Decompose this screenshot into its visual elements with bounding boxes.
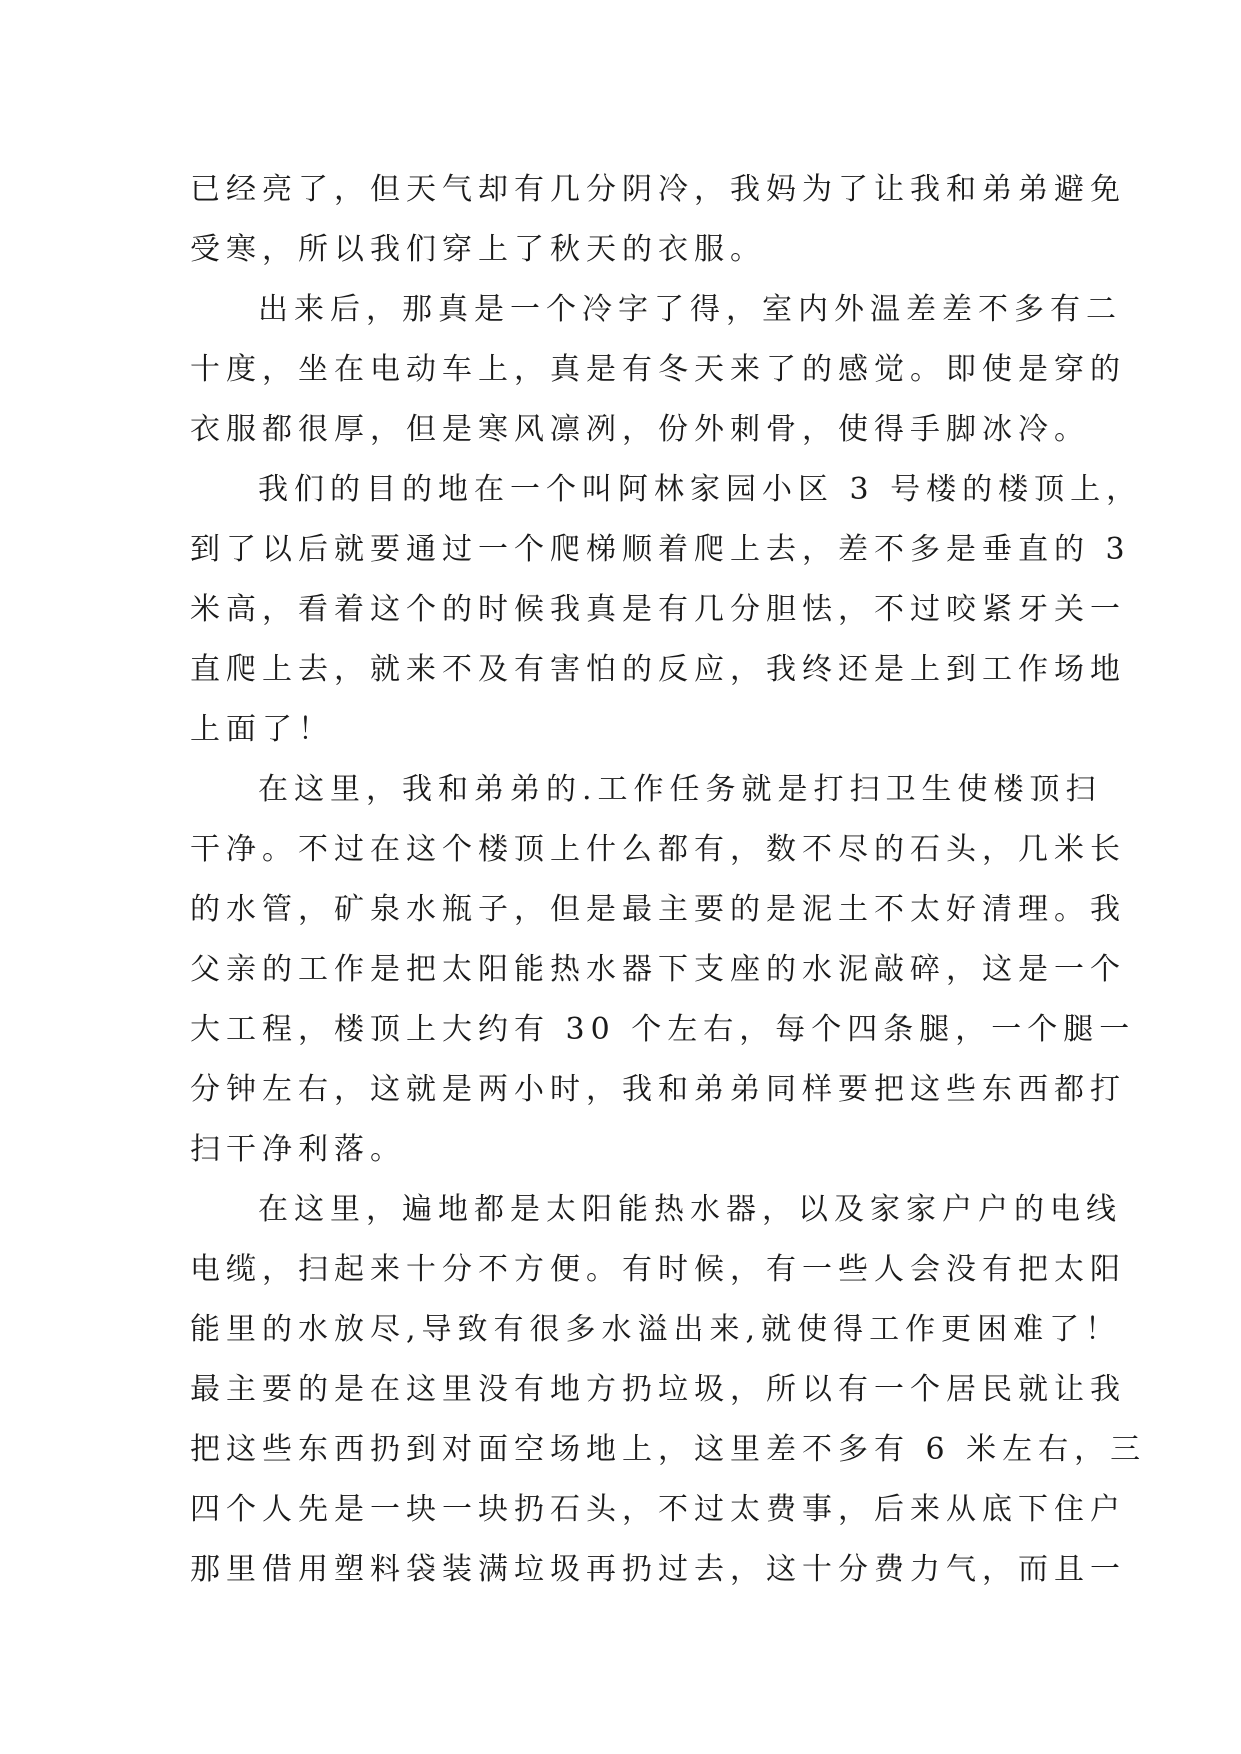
text-line: 已经亮了，但天气却有几分阴冷，我妈为了让我和弟弟避免 — [190, 172, 1126, 207]
text-line: 米高，看着这个的时候我真是有几分胆怯，不过咬紧牙关一 — [190, 592, 1126, 627]
text-line: 干净。不过在这个楼顶上什么都有，数不尽的石头，几米长 — [190, 832, 1126, 867]
paragraph-start-line: 在这里，我和弟弟的.工作任务就是打扫卫生使楼顶扫 — [258, 772, 1102, 807]
text-line: 父亲的工作是把太阳能热水器下支座的水泥敲碎，这是一个 — [190, 952, 1126, 987]
text-line: 到了以后就要通过一个爬梯顺着爬上去，差不多是垂直的 3 — [190, 532, 1131, 567]
text-line: 衣服都很厚，但是寒风凛冽，份外刺骨，使得手脚冰冷。 — [190, 412, 1090, 447]
paragraph-start-line: 在这里，遍地都是太阳能热水器，以及家家户户的电线 — [258, 1192, 1122, 1227]
text-line: 上面了！ — [190, 712, 334, 747]
text-line: 受寒，所以我们穿上了秋天的衣服。 — [190, 232, 766, 267]
text-line: 直爬上去，就来不及有害怕的反应，我终还是上到工作场地 — [190, 652, 1126, 687]
text-line: 那里借用塑料袋装满垃圾再扔过去，这十分费力气，而且一 — [190, 1552, 1126, 1587]
body-text — [190, 160, 1147, 1600]
text-line: 十度，坐在电动车上，真是有冬天来了的感觉。即使是穿的 — [190, 352, 1126, 387]
paragraph-start-line: 出来后，那真是一个冷字了得，室内外温差差不多有二 — [258, 292, 1122, 327]
text-line: 最主要的是在这里没有地方扔垃圾，所以有一个居民就让我 — [190, 1372, 1126, 1407]
text-line: 能里的水放尽,导致有很多水溢出来,就使得工作更困难了！ — [190, 1312, 1122, 1347]
paragraph-start-line: 我们的目的地在一个叫阿林家园小区 3 号楼的楼顶上， — [258, 472, 1143, 507]
text-line: 电缆，扫起来十分不方便。有时候，有一些人会没有把太阳 — [190, 1252, 1126, 1287]
text-line: 的水管，矿泉水瓶子，但是最主要的是泥土不太好清理。我 — [190, 892, 1126, 927]
text-line: 大工程，楼顶上大约有 30 个左右，每个四条腿，一个腿一 — [190, 1012, 1136, 1047]
text-line: 扫干净利落。 — [190, 1132, 406, 1167]
text-line: 分钟左右，这就是两小时，我和弟弟同样要把这些东西都打 — [190, 1072, 1126, 1107]
text-line: 把这些东西扔到对面空场地上，这里差不多有 6 米左右，三 — [190, 1432, 1147, 1467]
text-line: 四个人先是一块一块扔石头，不过太费事，后来从底下住户 — [190, 1492, 1126, 1527]
